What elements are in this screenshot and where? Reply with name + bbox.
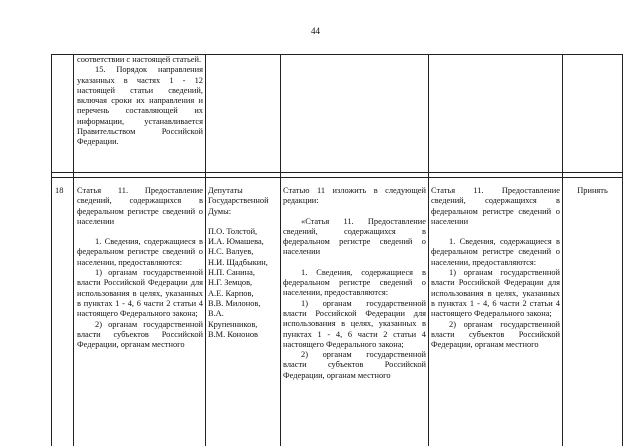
amendment-paragraph-2: 1) органам государственной власти Российской Федерации для использования в целях, указанных в пунктах 1 - 4, 6 части 2 статьи 4 настоящего Федерального закона; (283, 298, 426, 349)
row-divider (51, 172, 623, 173)
author-name: И.А. Юмашева, (208, 237, 264, 247)
amendment-intro: Статью 11 изложить в следующей редакции: (283, 186, 426, 206)
amendment-paragraph-3: 2) органам государственной власти субъектов Российской Федерации, органам местного (283, 350, 426, 380)
proposed-paragraph-1: 1. Сведения, содержащиеся в федеральном регистре сведений о населении, предоставляются: (431, 237, 560, 267)
author-name: Н.П. Санина, (208, 268, 255, 278)
author-name: Н.Г. Земцов, (208, 278, 253, 288)
author-name: П.О. Толстой, (208, 226, 258, 236)
law-paragraph-1: 1. Сведения, содержащиеся в федеральном регистре сведений о населении, предоставляются: (77, 237, 203, 267)
proposed-paragraph-3: 2) органам государственной власти субъектов Российской Федерации, органам местного (431, 319, 560, 350)
law-paragraph-3: 2) органам государственной власти субъектов Российской Федерации, органам местного (77, 319, 203, 350)
page-number: 44 (311, 26, 320, 36)
column-divider-3 (280, 54, 281, 446)
law-article-title: Статья 11. Предоставление сведений, содержащихся в федеральном регистре сведений о населении (77, 186, 203, 226)
decision-cell: Принять (577, 186, 608, 195)
table-border-left (51, 54, 52, 446)
author-name: А.Е. Карпов, (208, 288, 254, 298)
proposed-text-cell (431, 186, 560, 350)
author-name: В.М. Кононов (208, 329, 258, 339)
authors-cell (208, 186, 278, 340)
author-name: В.А. (208, 309, 224, 319)
proposed-paragraph-2: 1) органам государственной власти Российской Федерации для использования в целях, указанных в пунктах 1 - 4, 6 части 2 статьи 4 настоящего Федерального закона; (431, 268, 560, 319)
author-name: Крупенников, (208, 319, 258, 329)
prev-row-law-text (77, 55, 203, 148)
prev-row-line-1: соответствии с настоящей статьей. (77, 55, 202, 64)
authors-header: Депутаты Государственной Думы: (208, 186, 269, 216)
column-divider-5 (562, 54, 563, 446)
law-paragraph-2: 1) органам государственной власти Российской Федерации для использования в целях, указанных в пунктах 1 - 4, 6 части 2 статьи 4 настоящего Федерального закона; (77, 268, 203, 319)
row-divider-second (51, 177, 623, 178)
law-text-cell (77, 186, 203, 350)
column-divider-4 (428, 54, 429, 446)
column-divider-2 (205, 54, 206, 446)
proposed-article-title: Статья 11. Предоставление сведений, содержащихся в федеральном регистре сведений о населении (431, 186, 560, 226)
row-number: 18 (55, 186, 64, 195)
author-name: Н.И. Щадбыкин, (208, 257, 268, 267)
column-divider-1 (73, 54, 74, 446)
prev-row-line-2: 15. Порядок направления указанных в частях 1 - 12 настоящей статьи сведений, включая сроки их направления и перечень составляющей их информации, устанавливается Правительством Российской Федерации. (77, 65, 203, 147)
amendment-article-title: «Статья 11. Предоставление сведений, содержащихся в федеральном регистре сведений о населении (283, 216, 426, 257)
author-name: Н.С. Валуев, (208, 247, 254, 257)
table-border-right (622, 54, 623, 446)
amendment-paragraph-1: 1. Сведения, содержащиеся в федеральном регистре сведений о населении, предоставляются: (283, 267, 426, 298)
author-name: В.В. Милонов, (208, 298, 261, 308)
amendment-cell (283, 186, 426, 381)
